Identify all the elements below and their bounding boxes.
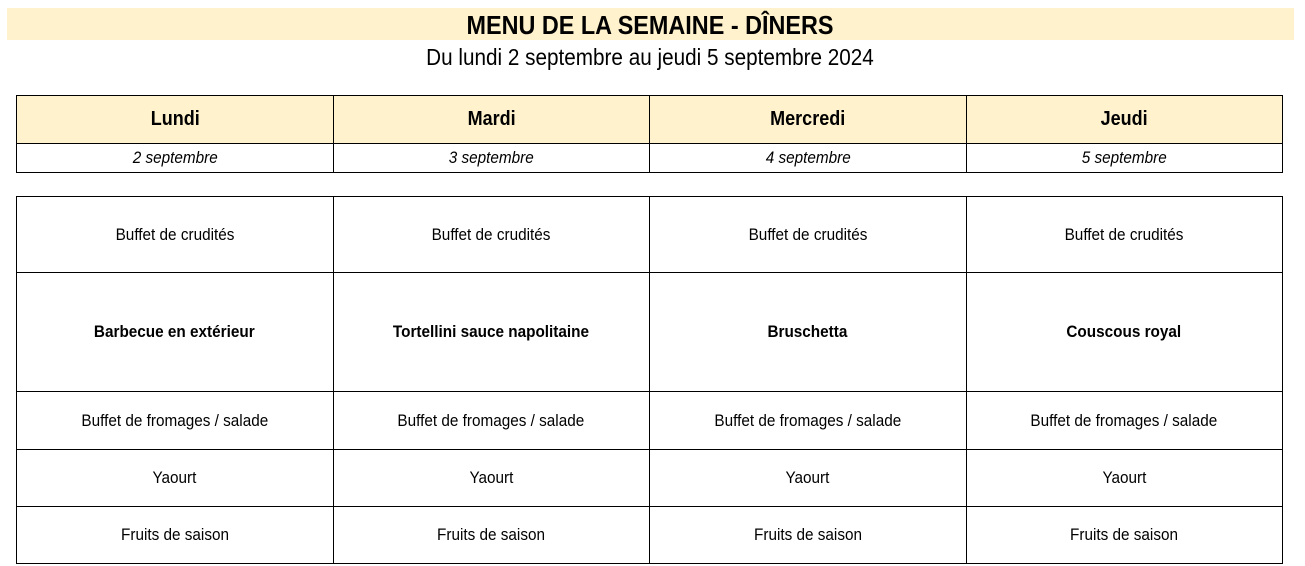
menu-cell bbox=[17, 507, 334, 564]
menu-item-text: Bruschetta bbox=[767, 322, 848, 341]
page-subtitle: Du lundi 2 septembre au jeudi 5 septembre 2024 bbox=[426, 44, 874, 70]
menu-item-text: Fruits de saison bbox=[1070, 525, 1179, 544]
menu-cell bbox=[333, 273, 650, 392]
menu-item-text: Barbecue en extérieur bbox=[94, 322, 256, 341]
menu-item-text: Fruits de saison bbox=[120, 525, 229, 544]
menu-cell bbox=[650, 392, 967, 450]
days-header-table bbox=[16, 95, 1283, 173]
menu-item-text: Buffet de fromages / salade bbox=[81, 410, 269, 430]
menu-cell bbox=[650, 273, 967, 392]
day-name: Lundi bbox=[150, 108, 200, 130]
menu-item-text: Yaourt bbox=[1102, 468, 1147, 487]
day-cell-mercredi bbox=[650, 96, 967, 144]
menu-cell bbox=[966, 450, 1283, 507]
menu-cell bbox=[333, 392, 650, 450]
date-cell-lundi bbox=[17, 144, 334, 173]
menu-cell bbox=[333, 450, 650, 507]
menu-cell bbox=[17, 450, 334, 507]
date-cell-mardi bbox=[333, 144, 650, 173]
menu-row-fromages bbox=[17, 392, 1283, 450]
menu-item-text: Buffet de fromages / salade bbox=[397, 410, 585, 430]
menu-item-text: Buffet de crudités bbox=[431, 224, 551, 244]
day-dates-row bbox=[17, 144, 1283, 173]
menu-cell bbox=[966, 392, 1283, 450]
menu-cell bbox=[650, 197, 967, 273]
day-cell-jeudi bbox=[966, 96, 1283, 144]
day-date: 5 septembre bbox=[1081, 148, 1167, 167]
menu-row-fruits bbox=[17, 507, 1283, 564]
menu-table bbox=[16, 196, 1283, 564]
menu-cell bbox=[650, 450, 967, 507]
day-date: 3 septembre bbox=[448, 148, 534, 167]
menu-cell bbox=[966, 197, 1283, 273]
day-name: Jeudi bbox=[1100, 108, 1148, 130]
day-cell-mardi bbox=[333, 96, 650, 144]
day-date: 2 septembre bbox=[132, 148, 218, 167]
menu-cell bbox=[333, 197, 650, 273]
date-cell-mercredi bbox=[650, 144, 967, 173]
day-cell-lundi bbox=[17, 96, 334, 144]
menu-row-yaourt bbox=[17, 450, 1283, 507]
day-date: 4 septembre bbox=[765, 148, 851, 167]
menu-item-text: Couscous royal bbox=[1066, 322, 1182, 341]
menu-item-text: Yaourt bbox=[152, 468, 197, 487]
menu-item-text: Tortellini sauce napolitaine bbox=[393, 322, 590, 341]
menu-item-text: Yaourt bbox=[469, 468, 514, 487]
page-title: MENU DE LA SEMAINE - DÎNERS bbox=[466, 10, 834, 40]
menu-item-text: Fruits de saison bbox=[753, 525, 862, 544]
menu-item-text: Buffet de crudités bbox=[1064, 224, 1184, 244]
menu-cell bbox=[650, 507, 967, 564]
menu-cell bbox=[966, 273, 1283, 392]
day-names-row bbox=[17, 96, 1283, 144]
menu-item-text: Buffet de fromages / salade bbox=[1030, 410, 1218, 430]
day-name: Mardi bbox=[467, 108, 516, 130]
menu-cell bbox=[966, 507, 1283, 564]
menu-row-crudites bbox=[17, 197, 1283, 273]
menu-cell bbox=[17, 197, 334, 273]
menu-item-text: Fruits de saison bbox=[437, 525, 546, 544]
menu-cell bbox=[333, 507, 650, 564]
menu-cell bbox=[17, 273, 334, 392]
menu-cell bbox=[17, 392, 334, 450]
day-name: Mercredi bbox=[770, 108, 846, 130]
date-cell-jeudi bbox=[966, 144, 1283, 173]
menu-item-text: Yaourt bbox=[785, 468, 830, 487]
menu-item-text: Buffet de crudités bbox=[748, 224, 868, 244]
menu-item-text: Buffet de fromages / salade bbox=[714, 410, 902, 430]
menu-row-plat bbox=[17, 273, 1283, 392]
menu-item-text: Buffet de crudités bbox=[115, 224, 235, 244]
